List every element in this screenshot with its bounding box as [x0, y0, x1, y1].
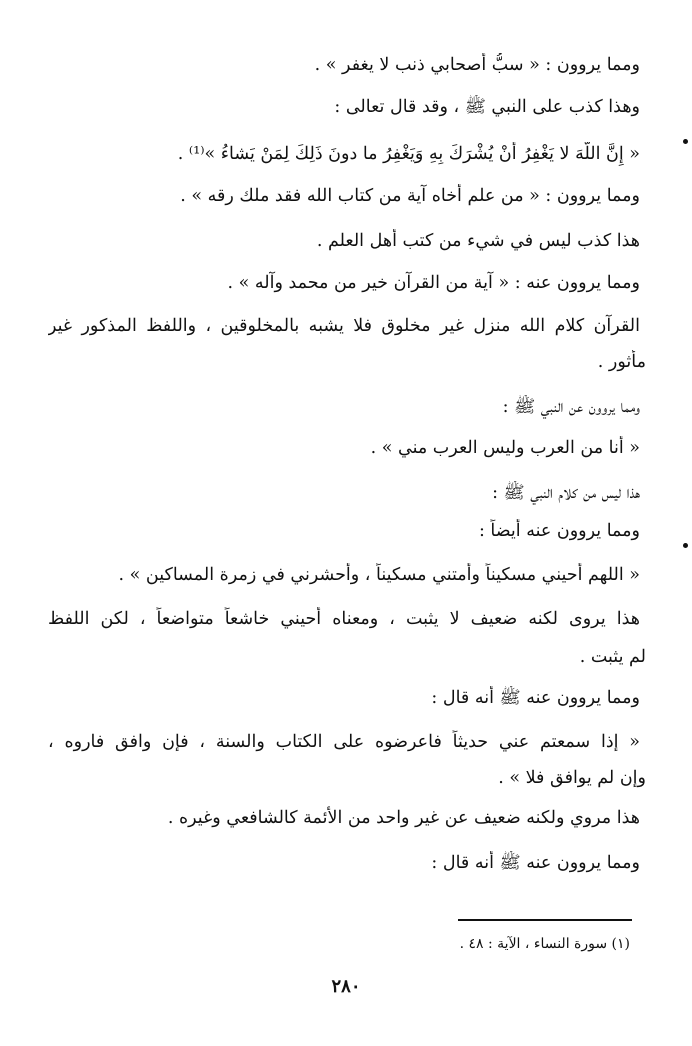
text-line-11: هذا ليس من كلام النبي ﷺ :: [492, 483, 640, 503]
text-line-12: ومما يروون عنه أيضاً :: [478, 521, 640, 541]
text-line-9: ومما يروون عن النبي ﷺ :: [502, 397, 640, 417]
text-line-1: ومما يروون : « سبُّ أصحابي ذنب لا يغفر » .: [314, 55, 640, 75]
text-line-19: هذا مروي ولكنه ضعيف عن غير واحد من الأئمة كالشافعي وغيره .: [167, 808, 640, 828]
text-line-4: ومما يروون : « من علم أخاه آية من كتاب الله فقد ملك رقه » .: [180, 186, 640, 206]
text-line-2: وهذا كذب على النبي ﷺ ، وقد قال تعالى :: [334, 97, 640, 117]
text-line-8: مأثور .: [597, 352, 646, 372]
text-line-20: ومما يروون عنه ﷺ أنه قال :: [431, 853, 640, 873]
text-line-7: القرآن كلام الله منزل غير مخلوق فلا يشبه بالمخلوقين ، واللفظ المذكور غير: [48, 316, 640, 336]
scan-mark-dot: [683, 543, 688, 548]
text-line-18: وإن لم يوافق فلا » .: [498, 768, 646, 788]
text-line-10: « أنا من العرب وليس العرب مني » .: [370, 438, 640, 458]
footnote-separator: [458, 919, 632, 921]
text-line-5: هذا كذب ليس في شيء من كتب أهل العلم .: [316, 231, 640, 251]
text-line-16: ومما يروون عنه ﷺ أنه قال :: [431, 688, 640, 708]
text-line-14: هذا يروى لكنه ضعيف لا يثبت ، ومعناه أحيني خاشعاً متواضعاً ، لكن اللفظ: [48, 609, 640, 629]
quran-verse-line: « إِنَّ اللَّهَ لا يَغْفِرُ أَنْ يُشْرَكَ بِهِ وَيَغْفِرُ ما دونَ ذَلِكَ لِمَنْ يَشاءُ »⁽¹⁾ .: [177, 144, 640, 164]
text-line-17: « إذا سمعتم عني حديثاً فاعرضوه على الكتاب والسنة ، فإن وافق فاروه ،: [48, 732, 640, 752]
text-line-13: « اللهم أحيني مسكيناً وأمتني مسكيناً ، وأحشرني في زمرة المساكين » .: [118, 565, 640, 585]
scan-mark-dot: [683, 139, 688, 144]
page-number: ٢٨٠: [331, 976, 361, 997]
text-line-6: ومما يروون عنه : « آية من القرآن خير من محمد وآله » .: [227, 273, 640, 293]
footnote: (١) سورة النساء ، الآية : ٤٨ .: [459, 936, 630, 952]
text-line-15: لم يثبت .: [579, 647, 646, 667]
